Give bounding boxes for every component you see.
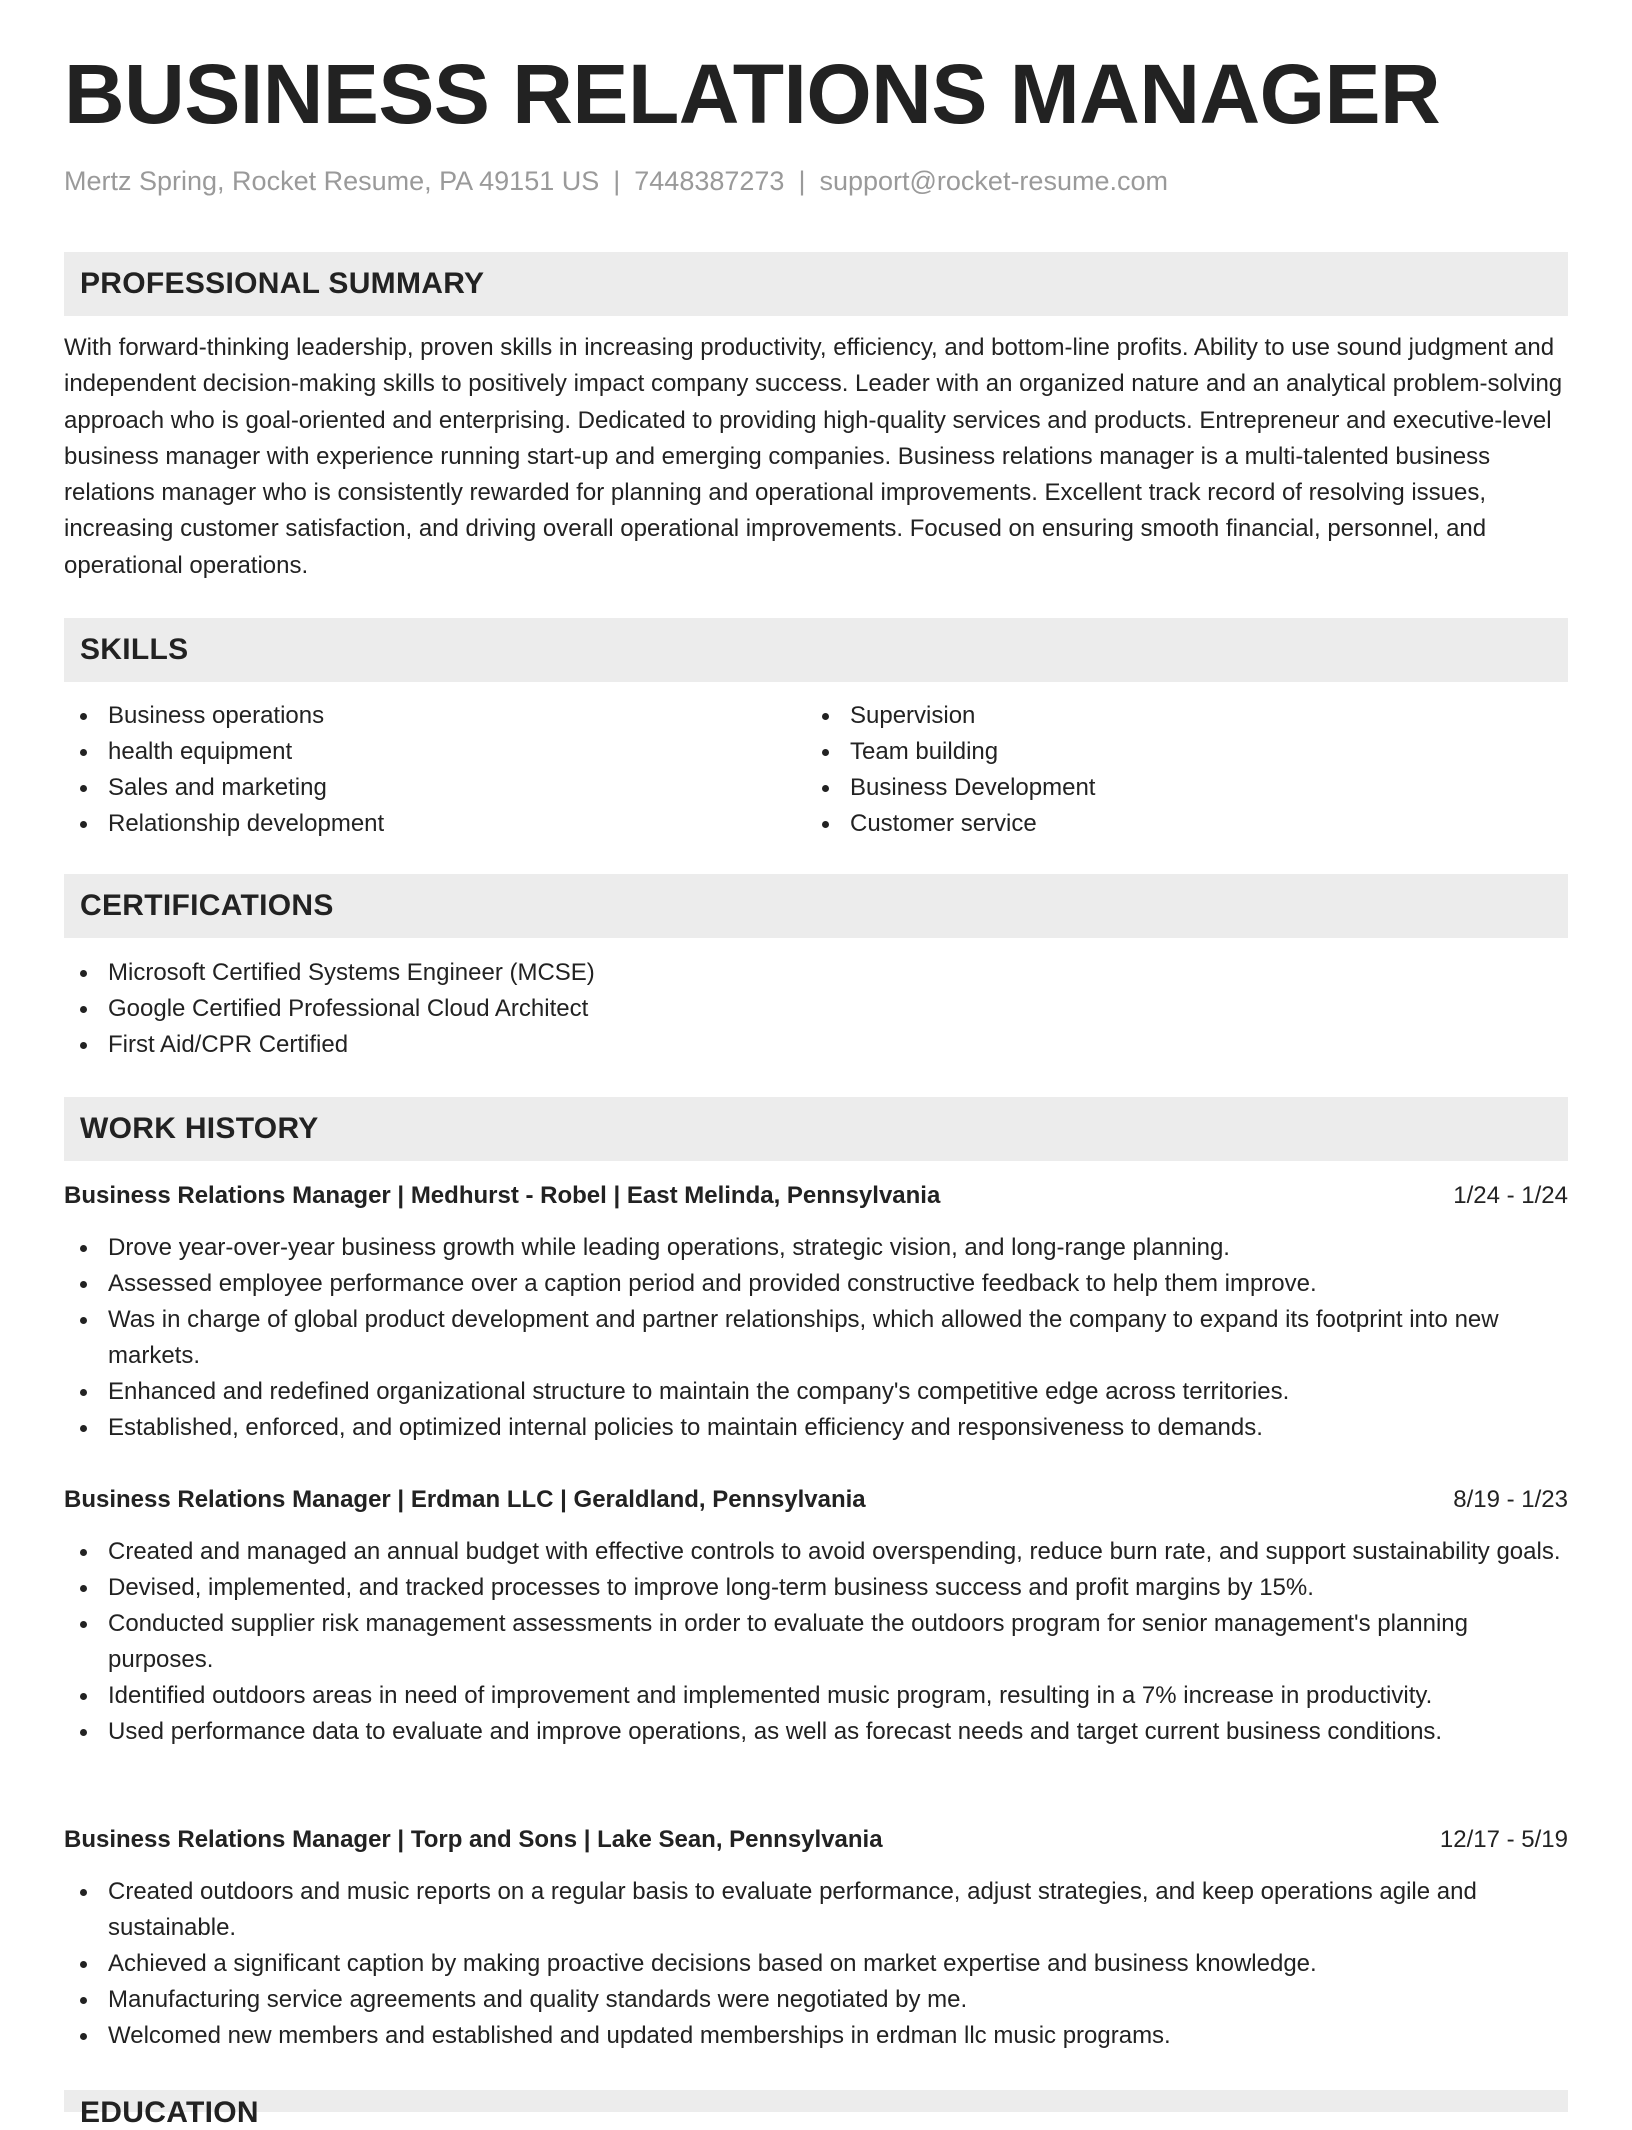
job-bullet: Used performance data to evaluate and improve operations, as well as forecast needs and target current business conditions. (64, 1714, 1568, 1750)
work-history-heading: WORK HISTORY (64, 1097, 1568, 1161)
job-header (64, 1822, 1568, 1858)
certification-item: Google Certified Professional Cloud Architect (64, 991, 1568, 1027)
job-title: Business Relations Manager | Medhurst - Robel | East Melinda, Pennsylvania (64, 1182, 941, 1209)
job-bullet: Welcomed new members and established and updated memberships in erdman llc music programs. (64, 2018, 1568, 2054)
job-bullets (64, 1874, 1568, 2054)
job-bullet: Devised, implemented, and tracked processes to improve long-term business success and profit margins by 15%. (64, 1570, 1568, 1606)
certification-item: First Aid/CPR Certified (64, 1027, 1568, 1063)
skills-list-right (806, 698, 1546, 842)
resume-title: BUSINESS RELATIONS MANAGER (64, 47, 1441, 141)
skills-heading: SKILLS (64, 618, 1568, 682)
contact-address: Mertz Spring, Rocket Resume, PA 49151 US (64, 166, 600, 196)
job-bullet: Established, enforced, and optimized internal policies to maintain efficiency and responsiveness to demands. (64, 1410, 1568, 1446)
contact-separator: | (613, 166, 621, 196)
job-bullet: Was in charge of global product development and partner relationships, which allowed the company to expand its footprint into new markets. (64, 1302, 1568, 1374)
certifications-heading: CERTIFICATIONS (64, 874, 1568, 938)
job-bullets (64, 1230, 1568, 1446)
job-bullets (64, 1534, 1568, 1750)
summary-heading: PROFESSIONAL SUMMARY (64, 252, 1568, 316)
certifications-list (64, 955, 1568, 1063)
skill-item: Relationship development (64, 806, 804, 842)
contact-separator: | (798, 166, 806, 196)
job-dates: 1/24 - 1/24 (1453, 1182, 1568, 1209)
job-header (64, 1178, 1568, 1214)
skills-list-left (64, 698, 804, 842)
skill-item: health equipment (64, 734, 804, 770)
job-bullet: Drove year-over-year business growth while leading operations, strategic vision, and long-range planning. (64, 1230, 1568, 1266)
job-bullet: Assessed employee performance over a caption period and provided constructive feedback to help them improve. (64, 1266, 1568, 1302)
job-bullet: Manufacturing service agreements and quality standards were negotiated by me. (64, 1982, 1568, 2018)
contact-phone: 7448387273 (634, 166, 785, 196)
job-bullet: Enhanced and redefined organizational structure to maintain the company's competitive edge across territories. (64, 1374, 1568, 1410)
skill-item: Supervision (806, 698, 1546, 734)
certification-item: Microsoft Certified Systems Engineer (MCSE) (64, 955, 1568, 991)
skill-item: Business Development (806, 770, 1546, 806)
skill-item: Team building (806, 734, 1546, 770)
job-bullet: Created and managed an annual budget with effective controls to avoid overspending, reduce burn rate, and support sustainability goals. (64, 1534, 1568, 1570)
contact-email: support@rocket-resume.com (819, 166, 1168, 196)
job-dates: 12/17 - 5/19 (1439, 1826, 1568, 1853)
job-bullet: Created outdoors and music reports on a regular basis to evaluate performance, adjust strategies, and keep operations agile and sustainable. (64, 1874, 1568, 1946)
job-bullet: Conducted supplier risk management assessments in order to evaluate the outdoors program for senior management's planning purposes. (64, 1606, 1568, 1678)
job-title: Business Relations Manager | Torp and Sons | Lake Sean, Pennsylvania (64, 1826, 883, 1853)
job-bullet: Identified outdoors areas in need of improvement and implemented music program, resulting in a 7% increase in productivity. (64, 1678, 1568, 1714)
education-heading: EDUCATION (64, 2090, 1568, 2112)
job-dates: 8/19 - 1/23 (1453, 1486, 1568, 1513)
job-bullet: Achieved a significant caption by making proactive decisions based on market expertise and business knowledge. (64, 1946, 1568, 1982)
skill-item: Customer service (806, 806, 1546, 842)
contact-line (64, 168, 1168, 195)
job-header (64, 1482, 1568, 1518)
skill-item: Business operations (64, 698, 804, 734)
skill-item: Sales and marketing (64, 770, 804, 806)
summary-text: With forward-thinking leadership, proven skills in increasing productivity, efficiency, and bottom-line profits. Ability to use sound judgment and independent decision-making skills to positively impact company success. Leader with an organized nature and an analytical problem-solving approach who is goal-oriented and enterprising. Dedicated to providing high-quality services and products. Entrepreneur and executive-level business manager with experience running start-up and emerging companies. Business relations manager is a multi-talented business relations manager who is consistently rewarded for planning and operational improvements. Excellent track record of resolving issues, increasing customer satisfaction, and driving overall operational improvements. Focused on ensuring smooth financial, personnel, and operational operations. (64, 334, 1563, 579)
job-title: Business Relations Manager | Erdman LLC | Geraldland, Pennsylvania (64, 1486, 866, 1513)
